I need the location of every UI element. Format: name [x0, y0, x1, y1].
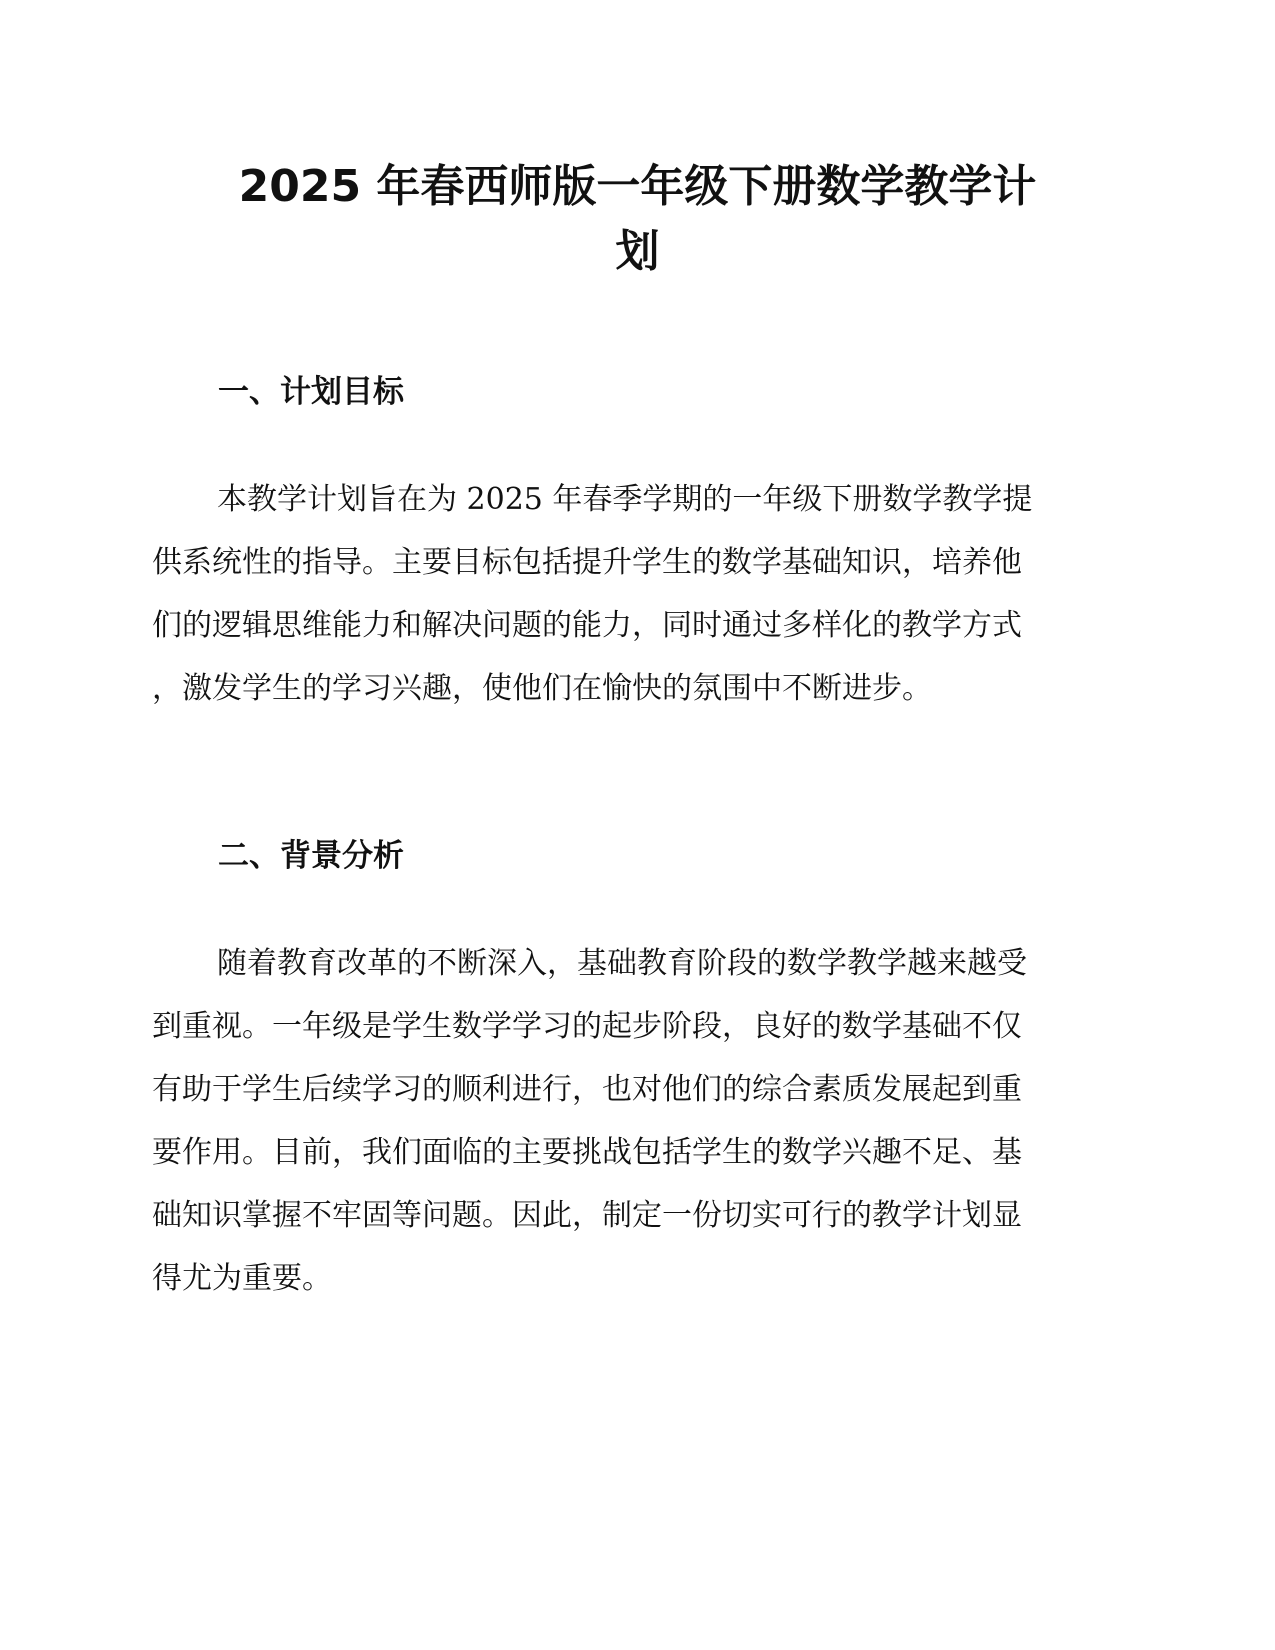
section-1-line-4: ，激发学生的学习兴趣，使他们在愉快的氛围中不断进步。 — [152, 671, 932, 706]
section-heading-plan-goals: 一、计划目标 — [218, 374, 404, 410]
section-2-line-6: 得尤为重要。 — [152, 1261, 332, 1296]
section-2-line-5: 础知识掌握不牢固等问题。因此，制定一份切实可行的教学计划显 — [152, 1198, 1022, 1233]
section-1-line-3: 们的逻辑思维能力和解决问题的能力，同时通过多样化的教学方式 — [152, 608, 1022, 643]
document-title-line-2: 划 — [615, 226, 660, 277]
document-title-line-1: 2025 年春西师版一年级下册数学教学计 — [238, 161, 1037, 212]
section-2-line-2: 到重视。一年级是学生数学学习的起步阶段，良好的数学基础不仅 — [152, 1009, 1022, 1044]
section-2-line-4: 要作用。目前，我们面临的主要挑战包括学生的数学兴趣不足、基 — [152, 1135, 1022, 1170]
section-2-line-3: 有助于学生后续学习的顺利进行，也对他们的综合素质发展起到重 — [152, 1072, 1022, 1107]
section-2-line-1: 随着教育改革的不断深入，基础教育阶段的数学教学越来越受 — [217, 946, 1027, 981]
section-1-line-1: 本教学计划旨在为 2025 年春季学期的一年级下册数学教学提 — [217, 482, 1033, 517]
section-1-line-2: 供系统性的指导。主要目标包括提升学生的数学基础知识，培养他 — [152, 545, 1022, 580]
section-heading-background-analysis: 二、背景分析 — [218, 838, 404, 874]
